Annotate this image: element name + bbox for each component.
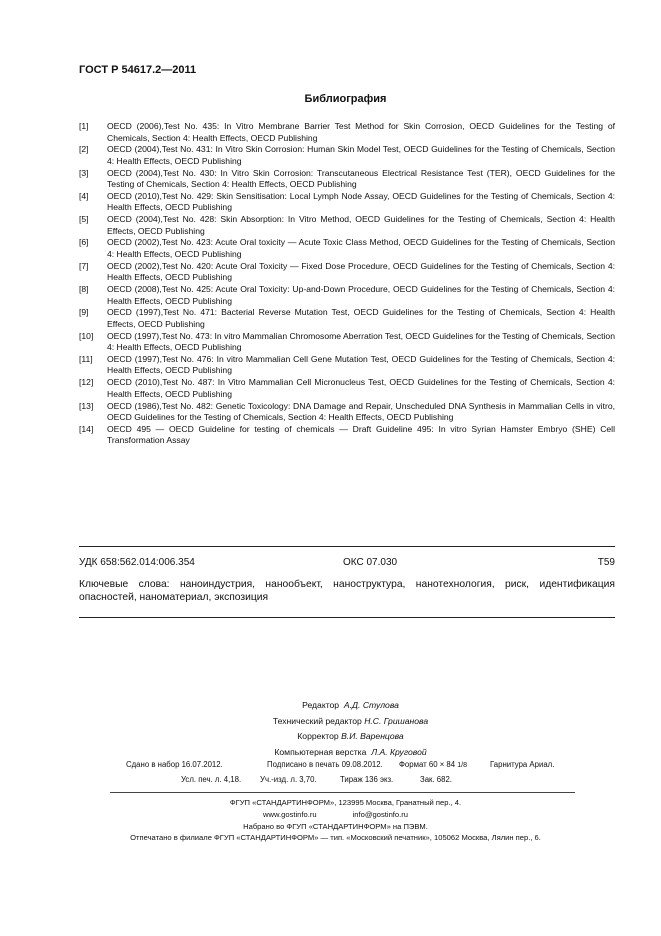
reference-item (79, 237, 615, 260)
reference-number: [12] (79, 377, 94, 388)
classification-row (79, 557, 615, 568)
pub-uch: Уч.-изд. л. 3,70. (260, 775, 317, 784)
credit-tech-editor (0, 714, 661, 730)
credit-role: Технический редактор (272, 715, 362, 726)
credit-role: Компьютерная верстка (274, 746, 367, 757)
credit-name: Л.А. Круговой (371, 746, 427, 757)
reference-item (79, 307, 615, 330)
reference-number: [6] (79, 237, 89, 248)
reference-text: OECD 495 — OECD Guideline for testing of chemicals — Draft Guideline 495: In vitro Syrian Hamster Embryo (SHE) Cell Transformation Assay (107, 423, 615, 446)
reference-item (79, 121, 615, 144)
bibliography-list (79, 121, 615, 447)
udk-code: УДК 658:562.014:006.354 (79, 557, 195, 568)
reference-text: OECD (2008),Test No. 425: Acute Oral Toxicity: Up-and-Down Procedure, OECD Guidelines for the Testing of Chemicals, Section 4: Health Effects, OECD Publishing (107, 284, 615, 306)
keywords: Ключевые слова: наноиндустрия, нанообъект, наноструктура, нанотехнология, риск, идентификация опасностей, наноматериал, экспозиция (79, 579, 615, 603)
printing-info (0, 797, 661, 844)
credits-block (0, 698, 661, 760)
reference-text: OECD (1997),Test No. 473: In vitro Mammalian Chromosome Aberration Test, OECD Guidelines for the Testing of Chemicals, Section 4: Health Effects, OECD Publishing (107, 330, 615, 353)
category-code: Т59 (597, 557, 615, 568)
pub-signed: Подписано в печать 09.08.2012. (267, 760, 383, 769)
reference-text: OECD (1997),Test No. 476: In vitro Mammalian Cell Gene Mutation Test, OECD Guidelines for the Testing of Chemicals, Section 4: Health Effects, OECD Publishing (107, 353, 615, 376)
reference-text: OECD (2006),Test No. 435: In Vitro Membrane Barrier Test Method for Skin Corrosion, OECD Guidelines for the Testing of Chemicals, Section 4: Health Effects, OECD Publishing (107, 121, 615, 143)
pub-sent: Сдано в набор 16.07.2012. (126, 760, 223, 769)
reference-number: [4] (79, 190, 89, 201)
reference-text: OECD (2004),Test No. 428: Skin Absorption: In Vitro Method, OECD Guidelines for the Testing of Chemicals, Section 4: Health Effects, OECD Publishing (107, 214, 615, 236)
reference-number: [2] (79, 144, 89, 155)
reference-item (79, 424, 615, 447)
reference-number: [13] (79, 400, 94, 411)
credit-proofreader (0, 729, 661, 745)
pub-format-fraction: 1/8 (457, 762, 467, 769)
separator-line (110, 792, 575, 793)
reference-item (79, 144, 615, 167)
pub-tirazh: Тираж 136 экз. (340, 775, 394, 784)
pub-usl: Усл. печ. л. 4,18. (181, 775, 242, 784)
pub-font: Гарнитура Ариал. (490, 760, 555, 769)
credit-role: Редактор (302, 700, 340, 710)
credit-layout (0, 745, 661, 761)
reference-item (79, 401, 615, 424)
reference-number: [14] (79, 423, 94, 434)
reference-number: [1] (79, 121, 89, 131)
reference-text: OECD (2004),Test No. 431: In Vitro Skin Corrosion: Human Skin Model Test, OECD Guidelines for the Testing of Chemicals, Section 4: Health Effects, OECD Publishing (107, 144, 615, 166)
reference-item (79, 284, 615, 307)
reference-number: [11] (79, 353, 93, 364)
reference-number: [5] (79, 214, 89, 225)
reference-number: [3] (79, 167, 89, 178)
reference-number: [8] (79, 284, 89, 295)
bibliography-title: Библиография (304, 93, 387, 105)
reference-item (79, 331, 615, 354)
reference-text: OECD (2010),Test No. 487: In Vitro Mammalian Cell Micronucleus Test, OECD Guidelines for the Testing of Chemicals, Section 4: Health Effects, OECD Publishing (107, 377, 615, 399)
standard-code: ГОСТ Р 54617.2—2011 (79, 64, 197, 76)
credit-role: Корректор (297, 731, 339, 741)
publisher-address: ФГУП «СТАНДАРТИНФОРМ», 123995 Москва, Гранатный пер., 4. (229, 798, 462, 807)
reference-item (79, 377, 615, 400)
typeset-note: Набрано во ФГУП «СТАНДАРТИНФОРМ» на ПЭВМ. (243, 821, 428, 831)
reference-item (79, 214, 615, 237)
credit-name: В.И. Варенцова (341, 731, 404, 741)
separator-line (79, 617, 615, 618)
reference-item (79, 168, 615, 191)
reference-text: OECD (1997),Test No. 471: Bacterial Reverse Mutation Test, OECD Guidelines for the Testing of Chemicals, Section 4: Health Effects, OECD Publishing (107, 307, 615, 329)
reference-text: OECD (2002),Test No. 420: Acute Oral Toxicity — Fixed Dose Procedure, OECD Guidelines for the Testing of Chemicals, Section 4: Health Effects, OECD Publishing (107, 260, 615, 283)
reference-number: [9] (79, 307, 89, 318)
reference-text: OECD (2010),Test No. 429: Skin Sensitisation: Local Lymph Node Assay, OECD Guidelines for the Testing of Chemicals, Section 4: Health Effects, OECD Publishing (107, 190, 615, 213)
okc-code: ОКС 07.030 (343, 557, 398, 568)
reference-item (79, 261, 615, 284)
reference-text: OECD (2004),Test No. 430: In Vitro Skin Corrosion: Transcutaneous Electrical Resistance Test (TER), OECD Guidelines for the Testing of Chemicals, Section 4: Health Effects, OECD Publishing (107, 167, 615, 190)
website-link[interactable]: www.gostinfo.ru (262, 809, 317, 819)
pub-zak: Зак. 682. (420, 775, 452, 784)
pub-format-value: Формат 60 × 84 (399, 760, 456, 769)
reference-text: OECD (1986),Test No. 482: Genetic Toxicology: DNA Damage and Repair, Unscheduled DNA Synthesis in Mammalian Cells in vitro, OECD Guidelines for the Testing of Chemicals, Section 4: Health Effects, OECD Publishing (107, 400, 615, 423)
credit-name: А.Д. Стулова (343, 700, 399, 710)
reference-number: [7] (79, 260, 89, 271)
printed-note: Отпечатано в филиале ФГУП «СТАНДАРТИНФОРМ» — тип. «Московский печатник», 105062 Москва, Лялин пер., 6. (130, 833, 541, 843)
credit-name: Н.С. Гришанова (364, 715, 429, 726)
reference-text: OECD (2002),Test No. 423: Acute Oral toxicity — Acute Toxic Class Method, OECD Guidelines for the Testing of Chemicals, Section 4: Health Effects, OECD Publishing (107, 237, 615, 259)
reference-item (79, 191, 615, 214)
reference-number: [10] (79, 330, 94, 341)
credit-editor (0, 698, 661, 714)
reference-item (79, 354, 615, 377)
pub-format (399, 760, 467, 769)
contacts (0, 809, 661, 821)
email-link[interactable]: info@gostinfo.ru (352, 809, 409, 819)
separator-line (79, 546, 615, 547)
